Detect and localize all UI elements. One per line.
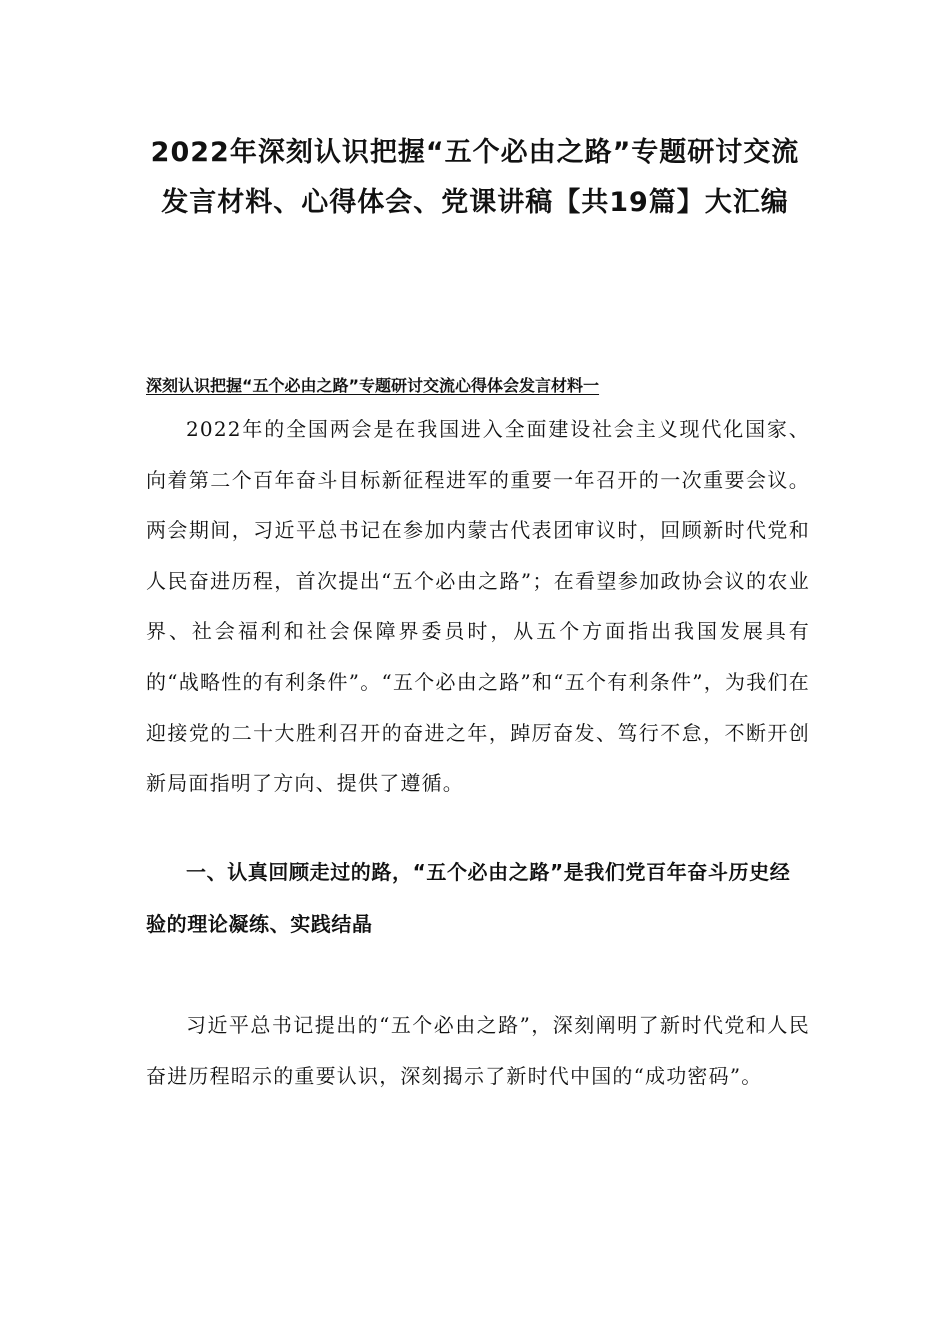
body-paragraph-2: 习近平总书记提出的“五个必由之路”，深刻阐明了新时代党和人民奋进历程昭示的重要认识，深刻揭示了新时代中国的“成功密码”。 xyxy=(146,1013,810,1088)
body-paragraph-1: 2022年的全国两会是在我国进入全面建设社会主义现代化国家、向着第二个百年奋斗目标新征程进军的重要一年召开的一次重要会议。两会期间，习近平总书记在参加内蒙古代表团审议时，回顾新时代党和人民奋进历程，首次提出“五个必由之路”；在看望参加政协会议的农业界、社会福利和社会保障界委员时，从五个方面指出我国发展具有的“战略性的有利条件”。“五个必由之路”和“五个有利条件”，为我们在迎接党的二十大胜利召开的奋进之年，踔厉奋发、笃行不怠，不断开创新局面指明了方向、提供了遵循。 xyxy=(146,417,810,796)
section-subtitle: 深刻认识把握“五个必由之路”专题研讨交流心得体会发言材料一 xyxy=(146,376,600,395)
section-heading-1: 一、认真回顾走过的路，“五个必由之路”是我们党百年奋斗历史经验的理论凝练、实践结晶 xyxy=(146,860,791,936)
document-title: 2022年深刻认识把握“五个必由之路”专题研讨交流发言材料、心得体会、党课讲稿【共19篇】大汇编 xyxy=(150,137,800,218)
